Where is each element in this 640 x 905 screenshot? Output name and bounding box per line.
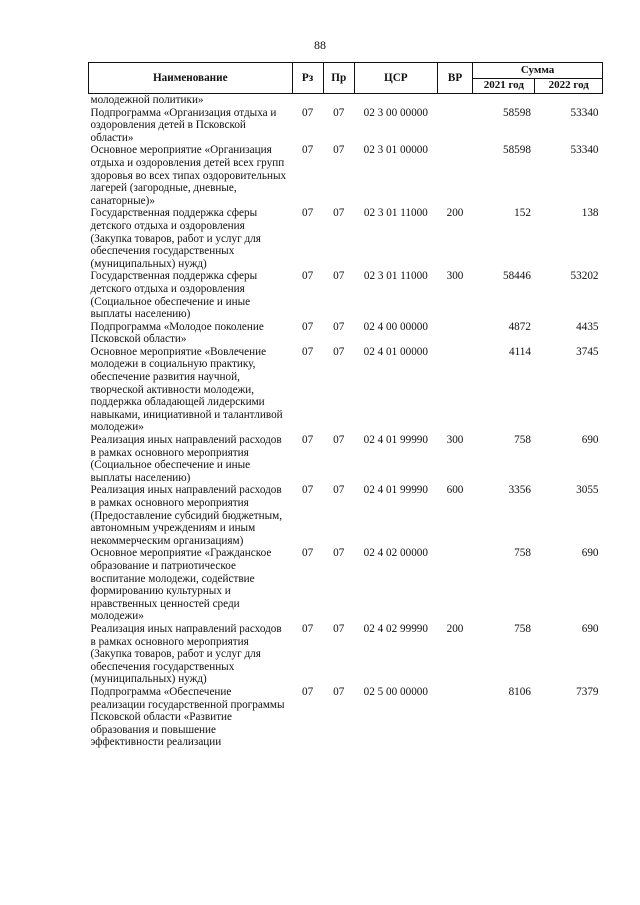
cell-pr: 07 [333, 434, 345, 447]
cell-sum-2022: 138 [581, 207, 599, 220]
cell-name: Государственная поддержка сферы детского отдыха и оздоровления (Закупка товаров, работ и услуг для обеспечения государственных (муниципальных) нужд) [90, 207, 261, 270]
cell-csr: 02 4 01 99990 [363, 484, 428, 497]
cell-sum-2021: 58598 [502, 144, 531, 157]
cell-csr: 02 4 02 99990 [363, 622, 428, 635]
cell-pr: 07 [333, 345, 345, 358]
table-row [89, 623, 603, 686]
cell-vr [437, 547, 472, 623]
cell-sum-2022: 3745 [576, 345, 599, 358]
cell-rz: 07 [301, 622, 314, 635]
cell-rz: 07 [301, 270, 314, 283]
cell-name: Государственная поддержка сферы детского отдыха и оздоровления (Социальное обеспечение и иные выплаты населению) [90, 270, 258, 321]
header-sum: Сумма [473, 63, 603, 79]
cell-rz [292, 94, 323, 107]
cell-csr: 02 4 02 00000 [363, 547, 428, 560]
cell-csr: 02 3 01 11000 [363, 270, 428, 283]
cell-rz: 07 [301, 207, 314, 220]
cell-sum-2022: 690 [581, 622, 599, 635]
cell-sum-2022: 53340 [570, 106, 599, 119]
header-year-2021: 2021 год [473, 78, 535, 94]
cell-vr [437, 346, 472, 434]
cell-sum-2022: 53340 [570, 144, 599, 157]
cell-name: Реализация иных направлений расходов в рамках основного мероприятия (Предоставление субсидий бюджетным, автономным учреждениям и иным некоммерческим организациям) [90, 484, 283, 547]
cell-csr: 02 4 01 99990 [363, 434, 428, 447]
cell-name: Реализация иных направлений расходов в рамках основного мероприятия (Социальное обеспечение и иные выплаты населению) [90, 434, 282, 484]
cell-rz: 07 [301, 144, 314, 157]
cell-pr [323, 94, 354, 107]
cell-name: Основное мероприятие «Вовлечение молодежи в социальную практику, обеспечение развития научной, творческой активности молодежи, поддержка обладающей лидерскими навыками, инициативной и талантливой молодежи» [90, 345, 283, 434]
cell-rz: 07 [301, 547, 314, 560]
header-csr: ЦСР [354, 63, 437, 94]
cell-name: Подпрограмма «Обеспечение реализации государственной программы Псковской области «Развитие образования и повышение эффективности реализации [90, 685, 285, 749]
budget-table [88, 62, 603, 749]
cell-csr: 02 4 00 00000 [363, 320, 428, 333]
cell-rz: 07 [301, 434, 314, 447]
cell-pr: 07 [333, 547, 345, 560]
table-row [89, 207, 603, 270]
table-row [89, 107, 603, 145]
cell-pr: 07 [333, 270, 345, 283]
cell-rz: 07 [301, 685, 314, 698]
cell-sum-2021: 4872 [508, 320, 531, 333]
cell-sum-2022: 7379 [576, 685, 599, 698]
cell-vr: 300 [446, 434, 464, 447]
cell-sum-2021: 758 [514, 622, 531, 635]
table-row [89, 547, 603, 623]
cell-sum-2022: 690 [581, 547, 599, 560]
header-rz: Рз [292, 63, 323, 94]
cell-pr: 07 [333, 106, 345, 119]
cell-sum-2021: 8106 [508, 685, 531, 698]
cell-sum-2021: 4114 [508, 345, 531, 358]
cell-sum-2022 [535, 94, 603, 107]
cell-csr: 02 3 00 00000 [363, 106, 428, 119]
cell-rz: 07 [301, 345, 314, 358]
cell-csr: 02 3 01 11000 [363, 207, 428, 220]
table-row [89, 321, 603, 346]
page-number: 88 [314, 38, 326, 52]
header-year-2022: 2022 год [535, 78, 603, 94]
table-header [89, 63, 603, 94]
cell-vr [437, 144, 472, 207]
cell-rz: 07 [301, 484, 314, 497]
cell-vr [437, 321, 472, 346]
cell-name: Основное мероприятие «Гражданское образование и патриотическое воспитание молодежи, содействие формированию культурных и нравственных ценностей среди молодежи» [90, 547, 272, 623]
cell-pr: 07 [333, 207, 345, 220]
cell-pr: 07 [333, 622, 345, 635]
cell-vr [437, 94, 472, 107]
cell-sum-2022: 690 [581, 434, 599, 447]
cell-sum-2021: 152 [514, 207, 531, 220]
cell-sum-2021 [473, 94, 535, 107]
cell-vr: 600 [446, 484, 464, 497]
cell-csr: 02 4 01 00000 [363, 345, 428, 358]
cell-name: Подпрограмма «Организация отдыха и оздоровления детей в Псковской области» [90, 106, 277, 144]
cell-pr: 07 [333, 320, 345, 333]
cell-vr [437, 686, 472, 749]
table-row [89, 434, 603, 484]
cell-vr [437, 107, 472, 145]
table-row [89, 484, 603, 547]
cell-csr: 02 3 01 00000 [363, 144, 428, 157]
header-vr: ВР [437, 63, 472, 94]
cell-rz: 07 [301, 320, 314, 333]
cell-csr: 02 5 00 00000 [363, 685, 428, 698]
cell-sum-2021: 58446 [502, 270, 531, 283]
cell-pr: 07 [333, 685, 345, 698]
table-row [89, 686, 603, 749]
table-body [89, 94, 603, 749]
cell-sum-2022: 4435 [576, 320, 599, 333]
cell-pr: 07 [333, 484, 345, 497]
table-row [89, 144, 603, 207]
cell-vr: 300 [446, 270, 464, 283]
cell-sum-2022: 53202 [570, 270, 599, 283]
cell-sum-2022: 3055 [576, 484, 599, 497]
cell-name: Подпрограмма «Молодое поколение Псковской области» [90, 320, 264, 346]
header-name: Наименование [89, 63, 293, 94]
cell-name: Реализация иных направлений расходов в рамках основного мероприятия (Закупка товаров, работ и услуг для обеспечения государственных (муниципальных) нужд) [90, 622, 282, 686]
table-row [89, 270, 603, 320]
cell-sum-2021: 758 [514, 434, 531, 447]
header-pr: Пр [323, 63, 354, 94]
cell-sum-2021: 758 [514, 547, 531, 560]
cell-vr: 200 [446, 207, 464, 220]
cell-vr: 200 [446, 622, 464, 635]
table-row [89, 346, 603, 434]
cell-sum-2021: 58598 [502, 106, 531, 119]
cell-csr [354, 94, 437, 107]
cell-sum-2021: 3356 [508, 484, 531, 497]
cell-rz: 07 [301, 106, 314, 119]
cell-name: Основное мероприятие «Организация отдыха и оздоровления детей всех групп здоровья во всех типах оздоровительных лагерей (загородные, дневные, санаторные)» [90, 144, 287, 207]
cell-name: молодежной политики» [90, 94, 204, 106]
table-row [89, 94, 603, 107]
cell-pr: 07 [333, 144, 345, 157]
